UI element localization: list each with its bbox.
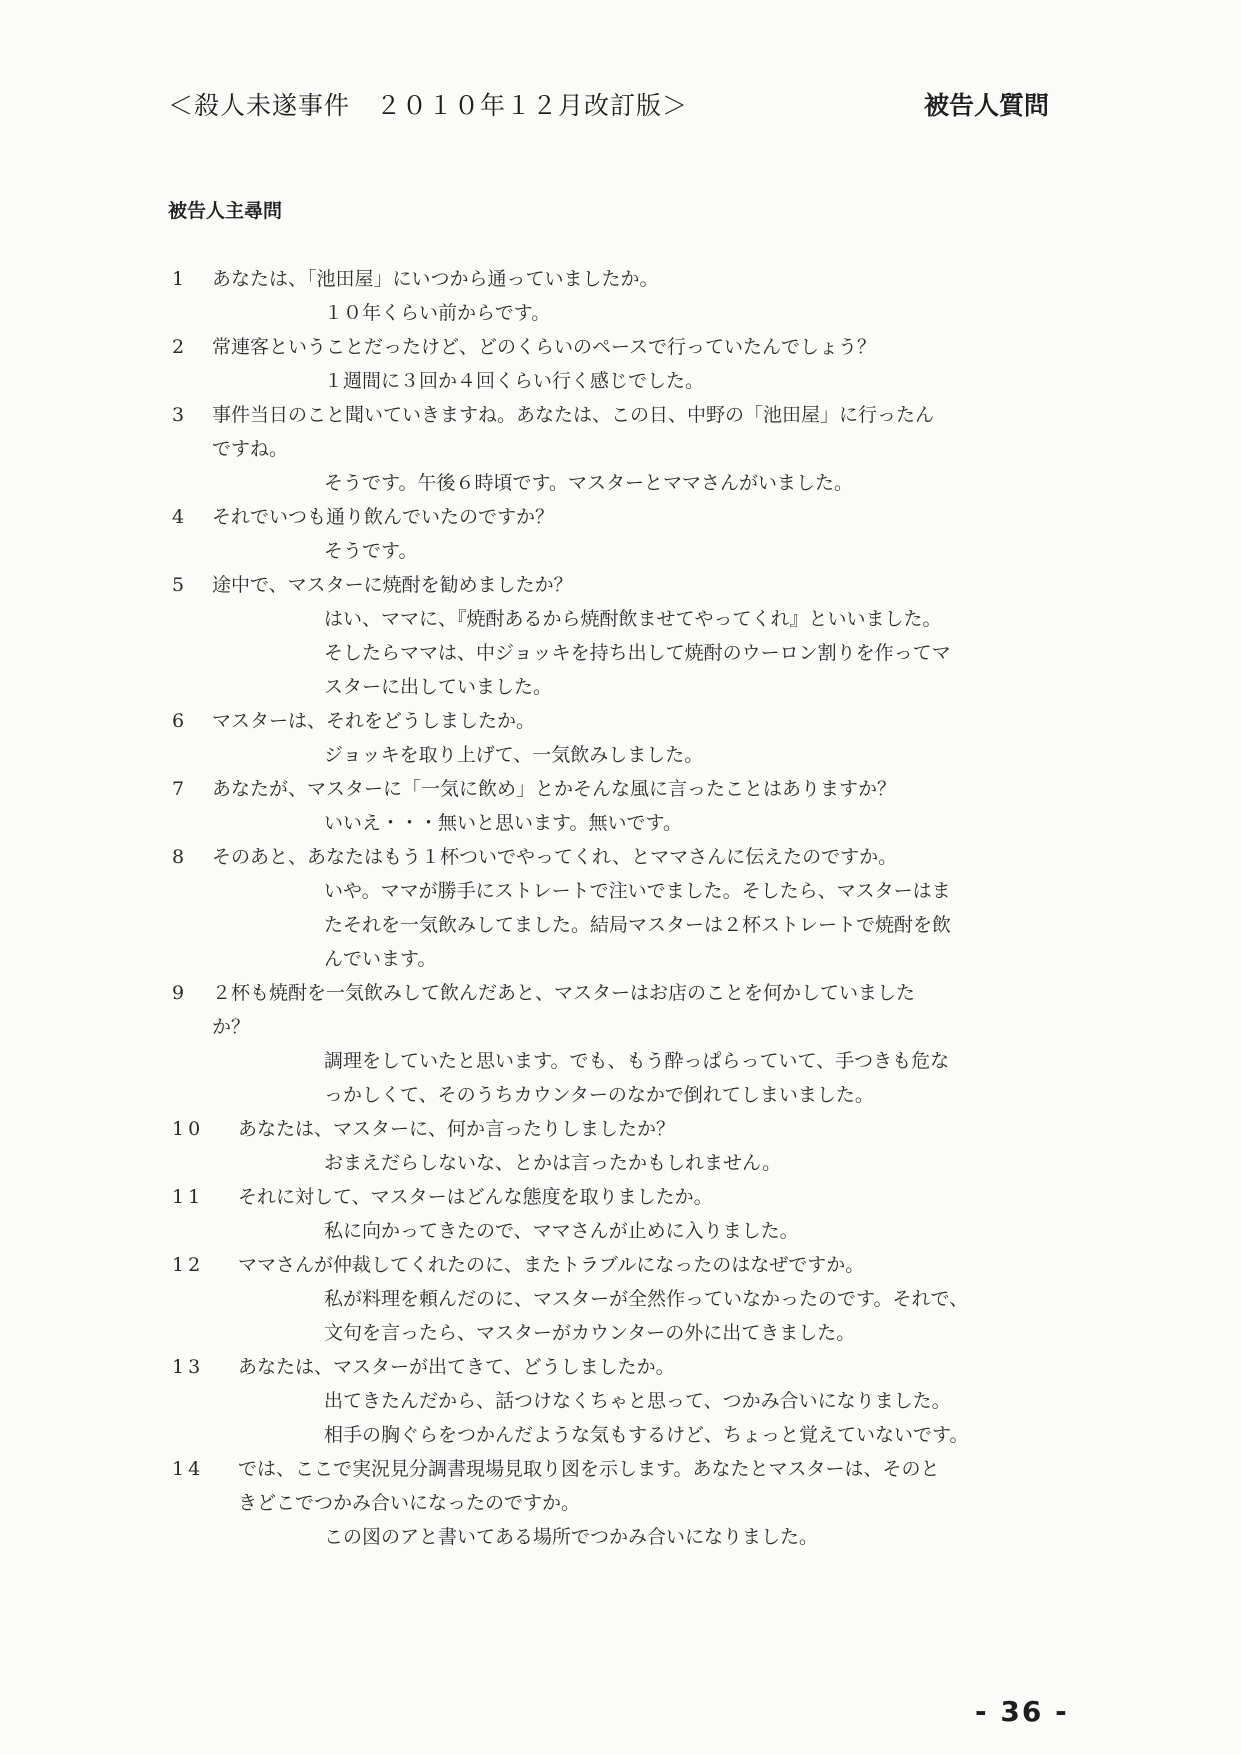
- question: [172, 704, 1057, 738]
- qa-item-2: [172, 330, 1057, 398]
- question-text: それでいつも通り飲んでいたのですか？: [212, 506, 555, 528]
- question-text: あなたが、マスターに「一気に飲め」とかそんな風に言ったことはありますか？: [212, 778, 897, 800]
- document-title: ＜殺人未遂事件 ２０１０年１２月改訂版＞: [168, 91, 689, 120]
- section-title: 被告人主尋問: [168, 200, 283, 222]
- qa-item-5: [172, 568, 1057, 704]
- answer-text: ジョッキを取り上げて、一気飲みしました。: [324, 744, 704, 766]
- question-number: 10: [172, 1118, 205, 1140]
- qa-item-3: [172, 398, 1057, 500]
- question-text: あなたは、マスターに、何か言ったりしましたか？: [238, 1118, 676, 1140]
- question: [172, 1112, 1057, 1146]
- page-number: - 36 -: [975, 1695, 1069, 1728]
- question-number: 7: [172, 778, 189, 800]
- answer-text: １週間に３回か４回くらい行く感じでした。: [324, 370, 705, 392]
- question: [172, 330, 1057, 364]
- question-number: 8: [172, 846, 189, 868]
- answer-text: そうです。午後６時頃です。マスターとママさんがいました。: [324, 472, 853, 494]
- qa-item-14: [172, 1452, 1057, 1554]
- question-number: 11: [172, 1186, 205, 1208]
- question-text: あなたは、マスターが出てきて、どうしましたか。: [238, 1356, 675, 1378]
- question-number: 6: [172, 710, 189, 732]
- answer-text: おまえだらしないな、とかは言ったかもしれません。: [324, 1152, 782, 1174]
- answer-text: 調理をしていたと思います。でも、もう酔っぱらっていて、手つきも危な っかしくて、そのうちカウンターのなかで倒れてしまいました。: [324, 1050, 950, 1106]
- question: [172, 398, 1057, 466]
- qa-list: [172, 262, 1057, 1554]
- question-text: 途中で、マスターに焼酎を勧めましたか？: [212, 574, 573, 596]
- question: [172, 500, 1057, 534]
- question: [172, 262, 1057, 296]
- answer-text: いや。ママが勝手にストレートで注いでました。そしたら、マスターはま たそれを一気飲みしてました。結局マスターは２杯ストレートで焼酎を飲 んでいます。: [324, 880, 952, 970]
- question-text: 常連客ということだったけど、どのくらいのペースで行っていたんでしょう？: [212, 336, 877, 358]
- qa-item-4: [172, 500, 1057, 568]
- question: [172, 1350, 1057, 1384]
- question-number: 13: [172, 1356, 205, 1378]
- answer-text: はい、ママに、『焼酎あるから焼酎飲ませてやってくれ』といいました。 そしたらママは、中ジョッキを持ち出して焼酎のウーロン割りを作ってマ スターに出していました。: [324, 608, 951, 698]
- question-text: マスターは、それをどうしましたか。: [212, 710, 536, 732]
- question-text: 事件当日のこと聞いていきますね。あなたは、この日、中野の「池田屋」に行ったん ですね。: [212, 404, 935, 460]
- document-category: 被告人質問: [923, 91, 1049, 120]
- question-number: 2: [172, 336, 189, 358]
- qa-item-7: [172, 772, 1057, 840]
- question-text: ２杯も焼酎を一気飲みして飲んだあと、マスターはお店のことを何かしていました か？: [212, 982, 916, 1038]
- question-number: 1: [172, 268, 189, 290]
- question-text: それに対して、マスターはどんな態度を取りましたか。: [238, 1186, 713, 1208]
- qa-item-12: [172, 1248, 1057, 1350]
- question-number: 14: [172, 1458, 205, 1480]
- qa-item-9: [172, 976, 1057, 1112]
- question: [172, 1248, 1057, 1282]
- question: [172, 772, 1057, 806]
- answer-text: １０年くらい前からです。: [324, 302, 551, 324]
- answer-text: そうです。: [324, 540, 418, 562]
- question-number: 3: [172, 404, 189, 426]
- answer-text: いいえ・・・無いと思います。無いです。: [324, 812, 682, 834]
- question-text: そのあと、あなたはもう１杯ついでやってくれ、とママさんに伝えたのですか。: [212, 846, 898, 868]
- question: [172, 840, 1057, 874]
- qa-item-13: [172, 1350, 1057, 1452]
- question-text: ママさんが仲裁してくれたのに、またトラブルになったのはなぜですか。: [238, 1254, 865, 1276]
- qa-item-11: [172, 1180, 1057, 1248]
- answer-text: この図のアと書いてある場所でつかみ合いになりました。: [324, 1526, 819, 1548]
- question-number: 12: [172, 1254, 205, 1276]
- question: [172, 568, 1057, 602]
- answer-text: 出てきたんだから、話つけなくちゃと思って、つかみ合いになりました。 相手の胸ぐらをつかんだような気もするけど、ちょっと覚えていないです。: [324, 1390, 969, 1446]
- question-text: では、ここで実況見分調書現場見取り図を示します。あなたとマスターは、そのと きどこでつかみ合いになったのですか。: [238, 1458, 940, 1514]
- question-number: 9: [172, 982, 189, 1004]
- question-number: 5: [172, 574, 189, 596]
- qa-item-6: [172, 704, 1057, 772]
- qa-item-10: [172, 1112, 1057, 1180]
- qa-item-8: [172, 840, 1057, 976]
- question: [172, 1180, 1057, 1214]
- qa-item-1: [172, 262, 1057, 330]
- answer-text: 私が料理を頼んだのに、マスターが全然作っていなかったのです。それで、 文句を言ったら、マスターがカウンターの外に出てきました。: [324, 1288, 969, 1344]
- question: [172, 976, 1057, 1044]
- answer-text: 私に向かってきたので、ママさんが止めに入りました。: [324, 1220, 799, 1242]
- question: [172, 1452, 1057, 1520]
- question-number: 4: [172, 506, 189, 528]
- question-text: あなたは、「池田屋」にいつから通っていましたか。: [212, 268, 659, 290]
